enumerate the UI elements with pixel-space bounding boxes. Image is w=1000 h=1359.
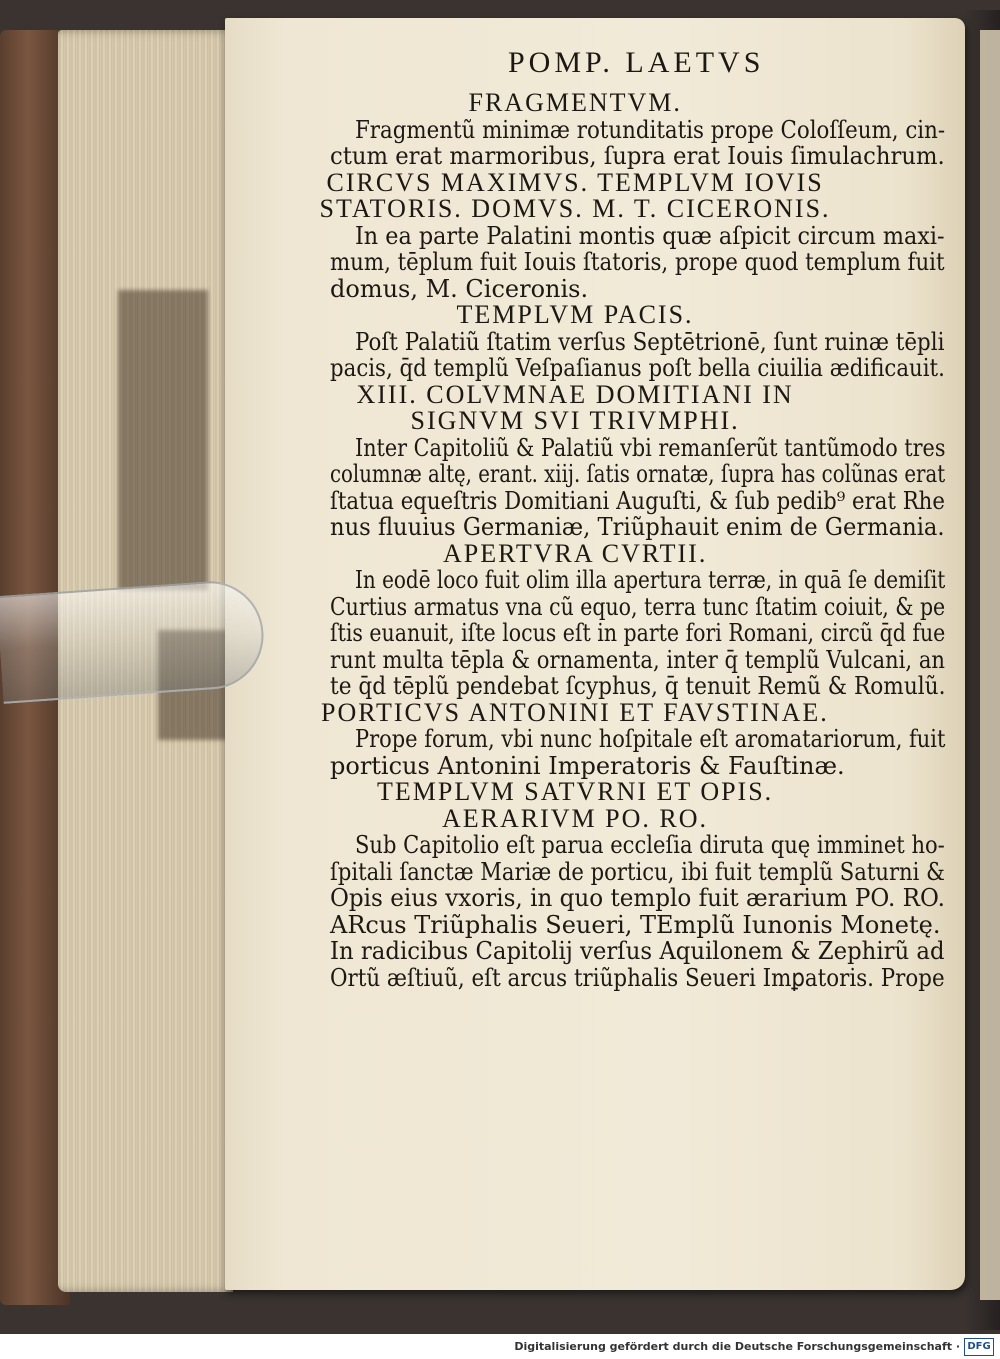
body-line: nus fluuius Germaniæ, Triũphauit enim de Germania. [330,513,945,541]
body-line: ſpitali ſanctæ Mariæ de porticu, ibi fuit templũ Saturni & [330,857,945,886]
section-heading: FRAGMENTVM. [468,88,682,117]
glass-page-holder [0,578,267,704]
body-line: In ea parte Palatini montis quæ aſpicit circum maxi- [355,221,945,250]
section-heading: STATORIS. DOMVS. M. T. CICERONIS. [319,194,831,223]
section-heading: AERARIVM PO. RO. [442,803,709,833]
body-line: In radicibus Capitolij verſus Aquilonem & Zephirũ ad [330,937,945,965]
edge-stain [118,290,208,590]
section-heading: XIII. COLVMNAE DOMITIANI IN [356,379,794,409]
section-heading: PORTICVS ANTONINI ET FAVSTINAE. [321,697,829,727]
body-line: Sub Capitolio eſt parua eccleſia diruta quę imminet ho- [355,831,945,859]
body-line: ſtatua equeſtris Domitiani Auguſti, & ſub pedib⁹ erat Rhe [330,486,945,515]
body-line: porticus Antonini Imperatoris & Fauſtinæ. [330,751,845,780]
dfg-logo: DFG [964,1338,994,1356]
book-page [225,18,965,1290]
body-line: Inter Capitoliũ & Palatiũ vbi remanſerũt tantũmodo tres [355,433,946,462]
body-line: Prope forum, vbi nunc hoſpitale eſt aromatariorum, fuit [355,725,946,753]
body-line: domus, M. Ciceronis. [330,274,589,303]
body-line: columnæ altę, erant. xiij. ſatis ornatæ, ſupra has colũnas erat [330,460,946,488]
body-line: pacis, q̄d templũ Veſpaſianus poſt bella ciuilia ædificauit. [330,354,945,382]
body-line: Opis eius vxoris, in quo templo fuit ærarium PO. RO. [330,884,945,912]
body-line: Curtius armatus vna cũ equo, terra tunc ſtatim coiuit, & pe [330,592,946,621]
section-heading: TEMPLVM PACIS. [456,300,694,329]
section-heading: TEMPLVM SATVRNI ET OPIS. [377,777,774,806]
body-line: runt multa tēpla & ornamenta, inter q̄ templũ Vulcani, an [330,645,946,674]
section-heading: APERTVRA CVRTII. [443,538,708,568]
body-line: te q̄d tēplũ pendebat ſcyphus, q̄ tenuit Remũ & Romulũ. [330,672,946,700]
body-line: ARcus Triũphalis Seueri, TEmplũ Iunonis Monetę. [330,910,941,939]
body-line: ctum erat marmoribus, ſupra erat Iouis ſimulachrum. [330,142,945,170]
body-line: In eodē loco fuit olim illa apertura terræ, in quā ſe demiſit [355,566,946,594]
body-line: Fragmentũ minimæ rotunditatis prope Coloſſeum, cin- [355,115,946,144]
footer-bar [0,1334,1000,1359]
body-line: ſtis euanuit, iſte locus eſt in parte fori Romani, circũ q̄d fue [330,619,946,647]
section-heading: CIRCVS MAXIMVS. TEMPLVM IOVIS [326,167,824,197]
running-head: POMP. LAETVS [508,46,765,79]
body-line: Ortũ æſtiuũ, eſt arcus triũphalis Seueri Imꝑatoris. Prope [330,963,945,992]
section-heading: SIGNVM SVI TRIVMPHI. [410,406,740,435]
body-line: mum, tēplum fuit Iouis ſtatoris, prope quod templum fuit [330,248,945,276]
next-page-edge [980,30,1000,1300]
body-line: Poſt Palatiũ ſtatim verſus Septētrionē, ſunt ruinæ tēpli [355,327,945,356]
digitization-credit: Digitalisierung gefördert durch die Deutsche Forschungsgemeinschaft · [514,1340,960,1353]
